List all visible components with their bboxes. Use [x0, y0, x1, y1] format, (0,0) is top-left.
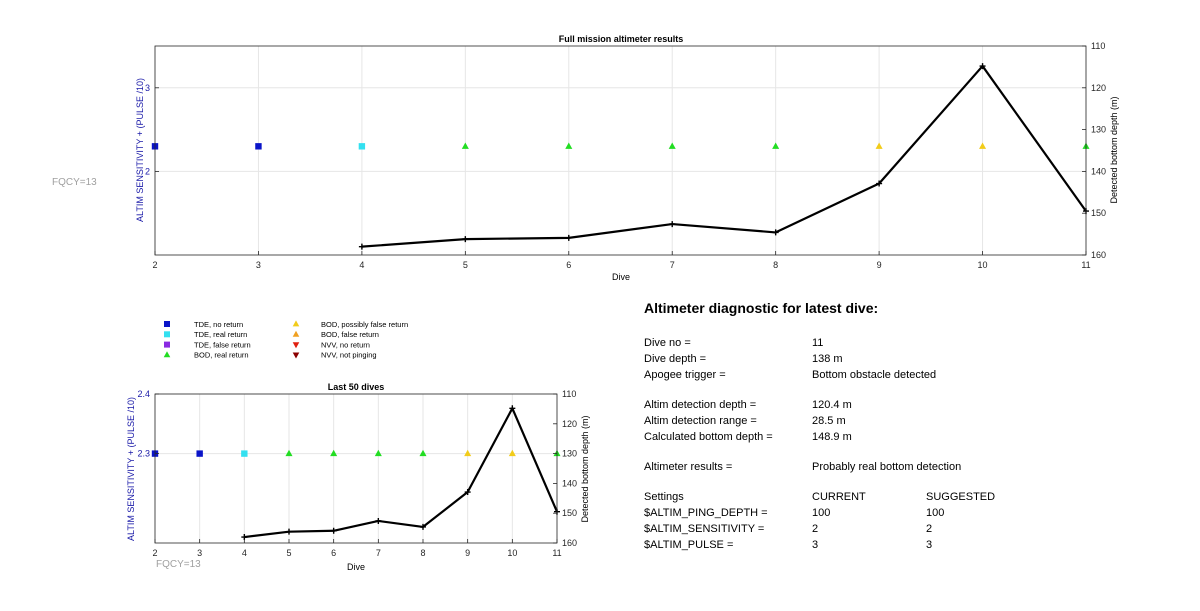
dive-depth-label: Dive depth = [644, 353, 707, 365]
right-y-tick-label: 110 [562, 389, 577, 399]
sensitivity-row [644, 521, 1184, 537]
status-marker [772, 142, 779, 148]
dive-no-value: 11 [812, 337, 824, 349]
legend-label: NVV, not pinging [321, 350, 377, 360]
legend-label: TDE, real return [194, 330, 248, 340]
right-y-tick-label: 150 [562, 508, 578, 519]
top-chart-axes-box [155, 46, 1086, 255]
top-chart-ylabel-right: Detected bottom depth (m) [1109, 96, 1119, 204]
diagnostic-heading: Altimeter diagnostic for latest dive: [644, 300, 879, 316]
legend-marker [164, 331, 170, 337]
current-column-header: CURRENT [812, 491, 866, 503]
depth-point [359, 244, 365, 250]
legend-label: TDE, false return [194, 340, 251, 350]
x-tick-label: 8 [773, 260, 779, 270]
right-y-tick-label: 130 [562, 448, 578, 459]
x-tick-label: 7 [375, 548, 381, 558]
right-y-tick-label: 120 [1091, 82, 1107, 93]
top-chart-title: Full mission altimeter results [558, 34, 684, 44]
apogee-trigger-row [644, 367, 1184, 383]
depth-point [462, 236, 468, 242]
left-y-tick-label: 2.3 [137, 448, 150, 459]
ping-depth-label: $ALTIM_PING_DEPTH = [644, 507, 768, 519]
bottom-chart-ylabel-right: Detected bottom depth (m) [580, 415, 590, 523]
ping-depth-current: 100 [812, 507, 831, 519]
depth-point [375, 518, 381, 524]
top-chart-marks [152, 63, 1090, 250]
settings-label: Settings [644, 491, 684, 503]
pulse-label: $ALTIM_PULSE = [644, 539, 734, 551]
right-y-tick-label: 160 [562, 538, 578, 548]
left-y-tick-label: 2 [144, 166, 150, 177]
bottom-chart-ticks [137, 389, 577, 558]
right-y-tick-label: 160 [1091, 250, 1107, 260]
x-tick-label: 7 [669, 260, 675, 270]
ping-depth-row [644, 505, 1184, 521]
depth-point [566, 235, 572, 241]
x-tick-label: 9 [465, 548, 471, 558]
x-tick-label: 2 [152, 260, 158, 270]
legend-marker [164, 321, 170, 327]
top-chart-grid [155, 46, 1086, 255]
detection-range-label: Altim detection range = [644, 415, 757, 427]
x-tick-label: 6 [331, 548, 337, 558]
bottom-chart-title: Last 50 dives [327, 382, 385, 392]
legend-label: BOD, possibly false return [321, 319, 409, 329]
x-tick-label: 5 [286, 548, 292, 558]
right-y-tick-label: 150 [1091, 208, 1107, 219]
pulse-current: 3 [812, 539, 819, 551]
sensitivity-current: 2 [812, 523, 819, 535]
altimeter-results-label: Altimeter results = [644, 461, 733, 473]
legend-label: BOD, false return [321, 330, 379, 340]
x-tick-label: 3 [255, 260, 261, 270]
legend-label: BOD, real return [194, 350, 249, 360]
sensitivity-label: $ALTIM_SENSITIVITY = [644, 523, 765, 535]
detection-range-value: 28.5 m [812, 415, 846, 427]
x-tick-label: 11 [552, 548, 562, 558]
depth-point [669, 221, 675, 227]
dive-no-row [644, 335, 1184, 351]
pulse-suggested: 3 [926, 539, 933, 551]
right-y-tick-label: 130 [1091, 124, 1107, 135]
status-marker [462, 142, 469, 148]
x-tick-label: 3 [197, 548, 203, 558]
top-chart-ylabel-left: ALTIM SENSITIVITY + (PULSE /10) [135, 78, 145, 222]
x-tick-label: 10 [977, 260, 988, 270]
legend-marker [293, 342, 300, 348]
status-marker [565, 142, 572, 148]
top-chart [52, 34, 1119, 282]
bottom-chart-axes-box [155, 394, 557, 543]
apogee-trigger-value: Bottom obstacle detected [812, 369, 937, 381]
legend-marker [293, 320, 300, 326]
right-y-tick-label: 140 [1091, 166, 1107, 177]
status-marker [330, 450, 337, 456]
depth-point [286, 529, 292, 535]
status-marker [464, 450, 471, 456]
calculated-depth-value: 148.9 m [812, 431, 852, 443]
calculated-depth-label: Calculated bottom depth = [644, 431, 773, 443]
ping-depth-suggested: 100 [926, 507, 945, 519]
bottom-chart-marks [152, 405, 561, 540]
status-marker [979, 142, 986, 148]
legend-label: NVV, no return [321, 340, 370, 350]
x-tick-label: 9 [876, 260, 882, 270]
status-marker [241, 450, 247, 456]
status-marker [419, 450, 426, 456]
top-chart-side-note: FQCY=13 [52, 177, 97, 188]
apogee-trigger-label: Apogee trigger = [644, 369, 726, 381]
right-y-tick-label: 120 [562, 418, 578, 429]
right-y-tick-label: 140 [562, 478, 578, 489]
legend-label: TDE, no return [194, 319, 244, 329]
status-marker [669, 142, 676, 148]
pulse-row [644, 537, 1184, 553]
dive-depth-row [644, 351, 1184, 367]
bottom-chart-side-note: FQCY=13 [156, 559, 201, 570]
status-marker [196, 450, 202, 456]
legend-marker [293, 331, 300, 337]
sensitivity-suggested: 2 [926, 523, 933, 535]
bottom-depth-line [244, 408, 557, 537]
bottom-chart-ylabel-left: ALTIM SENSITIVITY + (PULSE /10) [126, 397, 136, 541]
status-marker [285, 450, 292, 456]
left-y-tick-label: 3 [144, 82, 150, 93]
status-marker [509, 450, 516, 456]
x-tick-label: 6 [566, 260, 572, 270]
dive-no-label: Dive no = [644, 337, 691, 349]
bottom-chart-grid [155, 394, 557, 543]
legend-marker [164, 351, 171, 357]
x-tick-label: 10 [507, 548, 518, 558]
status-marker [359, 143, 365, 149]
calculated-depth-row [644, 429, 1184, 445]
legend [164, 320, 408, 360]
dive-depth-value: 138 m [812, 353, 843, 365]
depth-point [331, 528, 337, 534]
altimeter-diagnostic-panel [644, 300, 1184, 553]
x-tick-label: 5 [462, 260, 468, 270]
legend-marker [164, 342, 170, 348]
detection-depth-row [644, 397, 1184, 413]
top-chart-ticks [145, 41, 1106, 270]
x-tick-label: 8 [420, 548, 426, 558]
bottom-depth-line [362, 66, 1086, 247]
detection-depth-value: 120.4 m [812, 399, 852, 411]
bottom-chart-xlabel: Dive [346, 562, 366, 572]
bottom-chart [126, 382, 590, 572]
x-tick-label: 11 [1081, 260, 1091, 270]
status-marker [876, 142, 883, 148]
legend-marker [293, 353, 300, 359]
settings-header-row [644, 489, 1184, 505]
suggested-column-header: SUGGESTED [926, 491, 996, 503]
left-y-tick-label: 2.4 [137, 389, 150, 399]
status-marker [375, 450, 382, 456]
detection-depth-label: Altim detection depth = [644, 399, 757, 411]
altimeter-results-row [644, 459, 1184, 475]
detection-range-row [644, 413, 1184, 429]
altimeter-results-value: Probably real bottom detection [812, 461, 962, 473]
right-y-tick-label: 110 [1091, 41, 1106, 51]
top-chart-xlabel: Dive [611, 272, 631, 282]
x-tick-label: 4 [359, 260, 365, 270]
x-tick-label: 2 [152, 548, 158, 558]
status-marker [255, 143, 261, 149]
x-tick-label: 4 [241, 548, 247, 558]
